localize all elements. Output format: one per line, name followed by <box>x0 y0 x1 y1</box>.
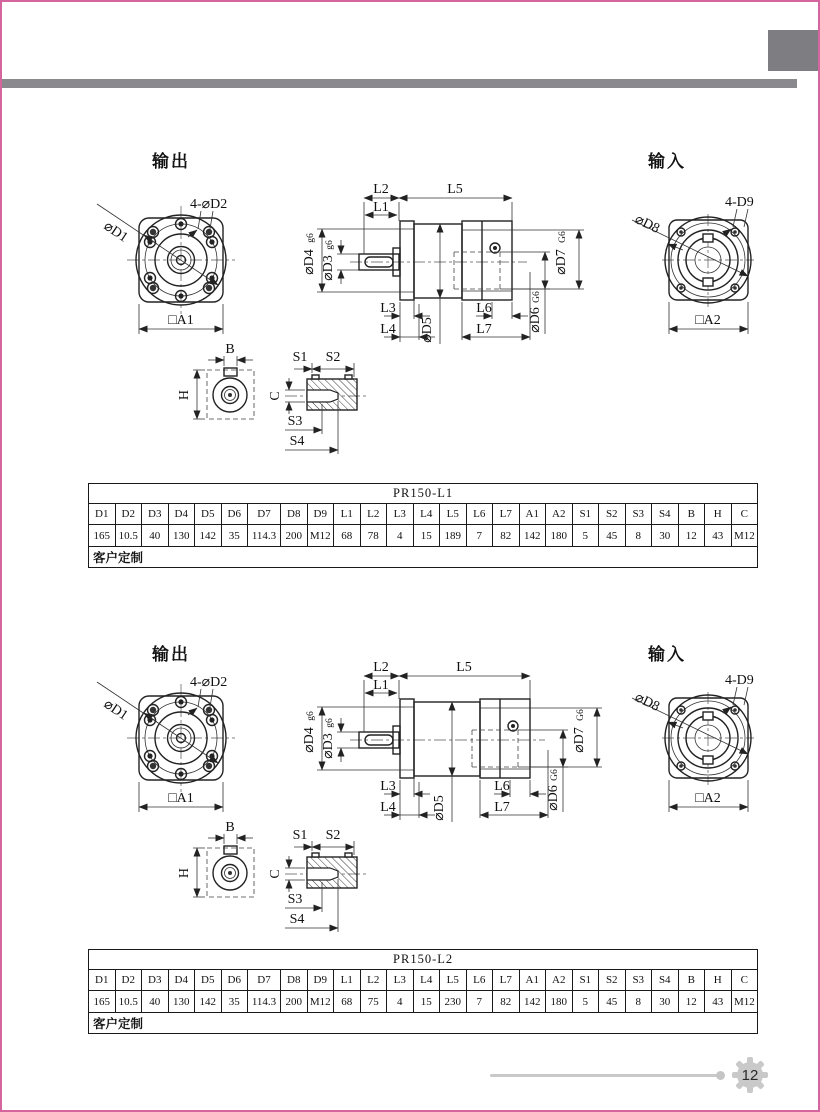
dimension-value: 15 <box>413 991 440 1013</box>
column-header: L7 <box>493 504 520 525</box>
column-header: D7 <box>248 504 281 525</box>
dim-label-s3: S3 <box>287 892 303 907</box>
dimension-value: 142 <box>519 991 546 1013</box>
column-header: L1 <box>334 970 361 991</box>
dim-label-c: C <box>268 869 283 879</box>
dim-label-d4-fit: g6 <box>306 711 316 721</box>
column-header: L5 <box>440 504 467 525</box>
output-label-1: 输出 <box>152 152 190 171</box>
column-header: D9 <box>307 970 334 991</box>
dimension-value: 40 <box>142 991 169 1013</box>
dim-label-l1: L1 <box>373 200 389 215</box>
column-header: L4 <box>413 504 440 525</box>
dimension-value: 180 <box>546 991 573 1013</box>
dim-label-l4: L4 <box>380 322 396 337</box>
dim-label-d6-fit: G6 <box>532 291 542 303</box>
column-header: C <box>731 970 758 991</box>
dimension-value: 43 <box>705 991 732 1013</box>
dim-label-d3-fit: g6 <box>325 240 335 250</box>
dim-label-d7: ⌀D7 <box>554 249 569 275</box>
drawing-set-PR150-L2 <box>87 620 787 962</box>
dim-label-h: H <box>177 867 192 879</box>
dim-label-h: H <box>177 389 192 401</box>
column-header: S3 <box>625 504 652 525</box>
column-header: L4 <box>413 970 440 991</box>
dim-label-s1: S1 <box>292 350 308 365</box>
key-cross-section-view <box>268 350 369 454</box>
input-flange-view <box>632 673 754 812</box>
dimension-table-2 <box>88 949 757 1034</box>
dimension-value: M12 <box>307 991 334 1013</box>
column-header: L3 <box>387 504 414 525</box>
dim-label-c: C <box>268 391 283 401</box>
dimension-value: 5 <box>572 525 599 547</box>
dimension-value: 5 <box>572 991 599 1013</box>
dimension-value: 114.3 <box>248 525 281 547</box>
dim-label-d1: ⌀D1 <box>100 218 131 246</box>
table-title: PR150-L1 <box>89 484 758 504</box>
dimension-value: 68 <box>334 991 361 1013</box>
dimension-value: 7 <box>466 525 493 547</box>
dim-label-d6: ⌀D6 <box>546 785 561 811</box>
dim-label-d3: ⌀D3 <box>321 255 336 281</box>
dimension-value: 12 <box>678 991 705 1013</box>
column-header: D1 <box>89 504 116 525</box>
dimension-value: M12 <box>307 525 334 547</box>
column-header: D6 <box>221 970 248 991</box>
column-header: B <box>678 970 705 991</box>
column-header: D2 <box>115 970 142 991</box>
side-section-view <box>302 660 602 822</box>
column-header: D8 <box>281 504 308 525</box>
shaft-end-view <box>177 342 254 419</box>
table-value-row <box>89 525 758 547</box>
output-flange-view <box>97 197 235 334</box>
column-header: L6 <box>466 970 493 991</box>
dim-label-l7: L7 <box>476 322 492 337</box>
key-cross-section-view <box>268 828 369 932</box>
dimension-value: 165 <box>89 525 116 547</box>
dimension-value: M12 <box>731 525 758 547</box>
dim-label-l3: L3 <box>380 301 396 316</box>
dimension-value: 75 <box>360 991 387 1013</box>
column-header: L2 <box>360 970 387 991</box>
dim-label-d4: ⌀D4 <box>302 249 317 275</box>
dim-label-d5: ⌀D5 <box>420 317 435 343</box>
column-header: D2 <box>115 504 142 525</box>
dim-label-l1: L1 <box>373 678 389 693</box>
dim-label-l5: L5 <box>456 660 472 675</box>
dim-label-d3-fit: g6 <box>325 718 335 728</box>
dim-label-d5: ⌀D5 <box>432 795 447 821</box>
page-number-gear-badge <box>731 1056 769 1094</box>
column-header: D3 <box>142 970 169 991</box>
dimension-value: 78 <box>360 525 387 547</box>
dim-label-4d2: 4-⌀D2 <box>190 197 228 212</box>
table-footer: 客户定制 <box>89 1013 758 1034</box>
dimension-value: 230 <box>440 991 467 1013</box>
dim-label-l2: L2 <box>373 182 389 197</box>
dimension-value: 189 <box>440 525 467 547</box>
dim-label-s2: S2 <box>325 828 341 843</box>
dimension-value: 130 <box>168 991 195 1013</box>
dim-label-4d9: 4-D9 <box>725 673 754 688</box>
dimension-value: 7 <box>466 991 493 1013</box>
dimension-value: 8 <box>625 525 652 547</box>
dimension-value: 15 <box>413 525 440 547</box>
drawing-set-PR150-L1 <box>87 142 787 484</box>
column-header: L1 <box>334 504 361 525</box>
dimension-value: 30 <box>652 991 679 1013</box>
column-header: S4 <box>652 970 679 991</box>
column-header: S1 <box>572 970 599 991</box>
column-header: H <box>705 504 732 525</box>
dimension-value: 35 <box>221 525 248 547</box>
dim-label-b: B <box>225 820 235 835</box>
dim-label-a2: □A2 <box>695 313 721 328</box>
input-label-2: 输入 <box>648 645 686 664</box>
dimension-value: 12 <box>678 525 705 547</box>
dim-label-s1: S1 <box>292 828 308 843</box>
dimension-value: 82 <box>493 525 520 547</box>
side-section-view <box>302 182 584 344</box>
dimension-value: 165 <box>89 991 116 1013</box>
dimension-value: 45 <box>599 525 626 547</box>
dimension-value: 180 <box>546 525 573 547</box>
column-header: L7 <box>493 970 520 991</box>
dim-label-d4: ⌀D4 <box>302 727 317 753</box>
dim-label-d7: ⌀D7 <box>572 727 587 753</box>
dim-label-d8: ⌀D8 <box>632 690 662 715</box>
gear-icon <box>732 1057 768 1093</box>
table-header-row <box>89 970 758 991</box>
column-header: L6 <box>466 504 493 525</box>
dimension-value: M12 <box>731 991 758 1013</box>
dim-label-l7: L7 <box>494 800 510 815</box>
page-number: 12 <box>741 1067 759 1084</box>
shaft-end-view <box>177 820 254 897</box>
column-header: B <box>678 504 705 525</box>
input-flange-view <box>632 195 754 334</box>
dim-label-d6: ⌀D6 <box>528 307 543 333</box>
dimension-value: 200 <box>281 991 308 1013</box>
dim-label-4d2: 4-⌀D2 <box>190 675 228 690</box>
dim-label-d7-fit: G6 <box>558 231 568 243</box>
header-gray-bar <box>2 79 797 88</box>
dimension-value: 142 <box>195 525 222 547</box>
dimension-value: 4 <box>387 525 414 547</box>
column-header: D4 <box>168 504 195 525</box>
column-header: D3 <box>142 504 169 525</box>
dim-label-d1: ⌀D1 <box>100 696 131 724</box>
column-header: A2 <box>546 970 573 991</box>
dim-label-d8: ⌀D8 <box>632 212 662 237</box>
dim-label-l2: L2 <box>373 660 389 675</box>
footer-rule <box>490 1074 718 1077</box>
dim-label-d4-fit: g6 <box>306 233 316 243</box>
dimension-value: 40 <box>142 525 169 547</box>
column-header: D9 <box>307 504 334 525</box>
column-header: D5 <box>195 504 222 525</box>
dim-label-l4: L4 <box>380 800 396 815</box>
output-label-2: 输出 <box>152 645 190 664</box>
dimension-value: 10.5 <box>115 525 142 547</box>
dim-label-b: B <box>225 342 235 357</box>
dim-label-d7-fit: G6 <box>576 709 586 721</box>
dimension-value: 10.5 <box>115 991 142 1013</box>
table-value-row <box>89 991 758 1013</box>
output-flange-view <box>97 675 235 812</box>
dim-label-a1: □A1 <box>168 791 194 806</box>
dim-label-l6: L6 <box>476 301 492 316</box>
column-header: A1 <box>519 504 546 525</box>
column-header: D7 <box>248 970 281 991</box>
dim-label-s3: S3 <box>287 414 303 429</box>
column-header: L2 <box>360 504 387 525</box>
column-header: D1 <box>89 970 116 991</box>
dim-label-a2: □A2 <box>695 791 721 806</box>
column-header: D6 <box>221 504 248 525</box>
column-header: D8 <box>281 970 308 991</box>
dimension-value: 82 <box>493 991 520 1013</box>
dim-label-l3: L3 <box>380 779 396 794</box>
column-header: L3 <box>387 970 414 991</box>
dim-label-s4: S4 <box>289 912 305 927</box>
column-header: S2 <box>599 504 626 525</box>
dimension-value: 200 <box>281 525 308 547</box>
column-header: L5 <box>440 970 467 991</box>
column-header: A2 <box>546 504 573 525</box>
dim-label-s2: S2 <box>325 350 341 365</box>
column-header: A1 <box>519 970 546 991</box>
dimension-value: 8 <box>625 991 652 1013</box>
dimension-value: 43 <box>705 525 732 547</box>
column-header: C <box>731 504 758 525</box>
dim-label-4d9: 4-D9 <box>725 195 754 210</box>
dimension-value: 114.3 <box>248 991 281 1013</box>
input-label-1: 输入 <box>648 152 686 171</box>
dimension-value: 35 <box>221 991 248 1013</box>
column-header: S3 <box>625 970 652 991</box>
column-header: D5 <box>195 970 222 991</box>
dimension-table-1 <box>88 483 757 568</box>
table-title: PR150-L2 <box>89 950 758 970</box>
column-header: S2 <box>599 970 626 991</box>
footer-rule-dot <box>716 1071 725 1080</box>
dim-label-l5: L5 <box>447 182 463 197</box>
dim-label-l6: L6 <box>494 779 510 794</box>
dimension-value: 130 <box>168 525 195 547</box>
dim-label-d6-fit: G6 <box>550 769 560 781</box>
dim-label-s4: S4 <box>289 434 305 449</box>
dimension-value: 45 <box>599 991 626 1013</box>
column-header: D4 <box>168 970 195 991</box>
header-gray-block <box>768 30 820 71</box>
column-header: H <box>705 970 732 991</box>
column-header: S1 <box>572 504 599 525</box>
dimension-value: 4 <box>387 991 414 1013</box>
dimension-value: 68 <box>334 525 361 547</box>
dimension-value: 30 <box>652 525 679 547</box>
dimension-value: 142 <box>195 991 222 1013</box>
table-footer: 客户定制 <box>89 547 758 568</box>
table-header-row <box>89 504 758 525</box>
dimension-value: 142 <box>519 525 546 547</box>
column-header: S4 <box>652 504 679 525</box>
dim-label-a1: □A1 <box>168 313 194 328</box>
dim-label-d3: ⌀D3 <box>321 733 336 759</box>
